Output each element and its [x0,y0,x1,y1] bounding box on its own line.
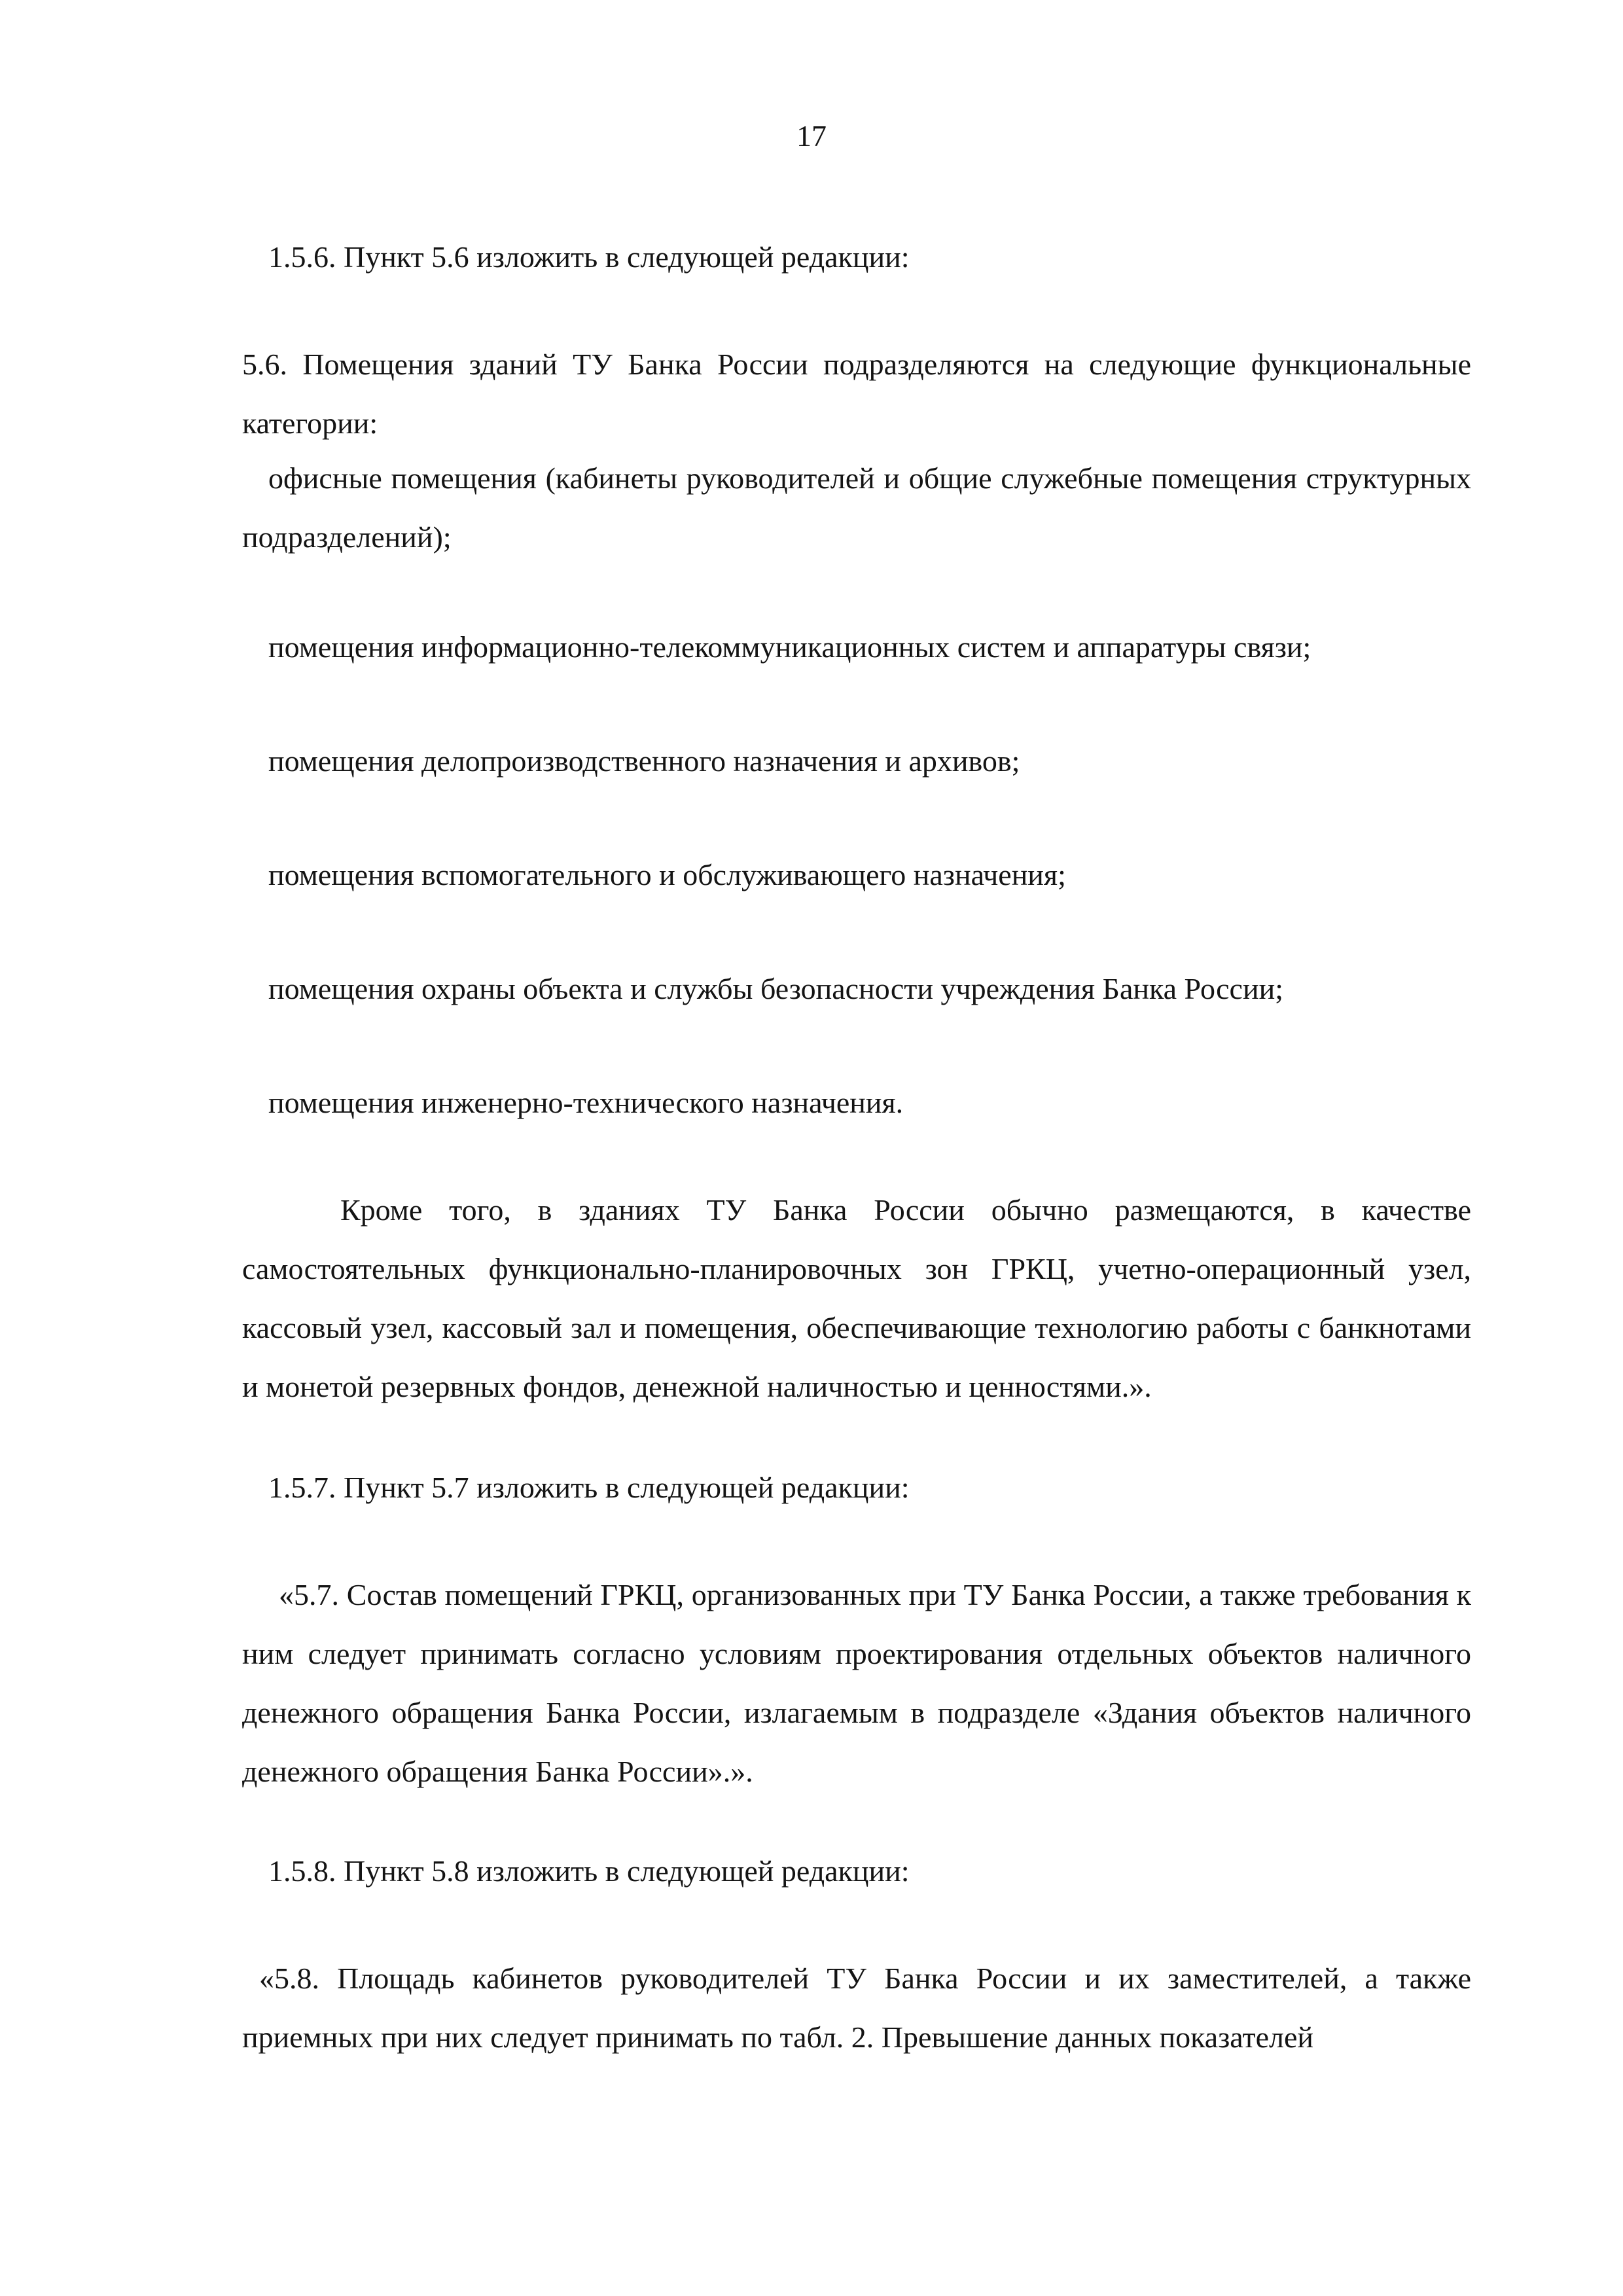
paragraph-1-5-8-heading: 1.5.8. Пункт 5.8 изложить в следующей редакции: [268,1854,910,1888]
paragraph-1-5-7-heading: 1.5.7. Пункт 5.7 изложить в следующей редакции: [268,1471,910,1504]
list-item-engineering-rooms: помещения инженерно-технического назначения. [268,1086,904,1119]
paragraph-5-6-intro: 5.6. Помещения зданий ТУ Банка России подразделяются на следующие функциональные категории: [242,348,1471,440]
list-item-records-archives: помещения делопроизводственного назначения и архивов; [268,744,1020,778]
list-item-auxiliary-rooms: помещения вспомогательного и обслуживающего назначения; [268,858,1066,891]
paragraph-5-8-text: «5.8. Площадь кабинетов руководителей ТУ Банка России и их заместителей, а также приемных при них следует принимать по табл. 2. Превышение данных показателей [242,1962,1471,2054]
list-item-office-rooms: офисные помещения (кабинеты руководителей и общие служебные помещения структурных подразделений); [242,461,1471,554]
page-number: 17 [796,119,827,152]
paragraph-1-5-6-heading: 1.5.6. Пункт 5.6 изложить в следующей редакции: [268,240,910,274]
list-item-it-telecom-rooms: помещения информационно-телекоммуникационных систем и аппаратуры связи; [268,630,1311,664]
paragraph-5-7-text: «5.7. Состав помещений ГРКЦ, организованных при ТУ Банка России, а также требования к ним следует принимать согласно условиям проектирования отдельных объектов наличного денежного обращения Банка России, излагаемым в подразделе «Здания объектов наличного денежного обращения Банка России».». [242,1578,1471,1788]
paragraph-additional-zones: Кроме того, в зданиях ТУ Банка России обычно размещаются, в качестве самостоятельных функционально-планировочных зон ГРКЦ, учетно-операционный узел, кассовый узел, кассовый зал и помещения, обеспечивающие технологию работы с банкнотами и монетой резервных фондов, денежной наличностью и ценностями.». [242,1193,1471,1403]
list-item-security-rooms: помещения охраны объекта и службы безопасности учреждения Банка России; [268,972,1283,1005]
